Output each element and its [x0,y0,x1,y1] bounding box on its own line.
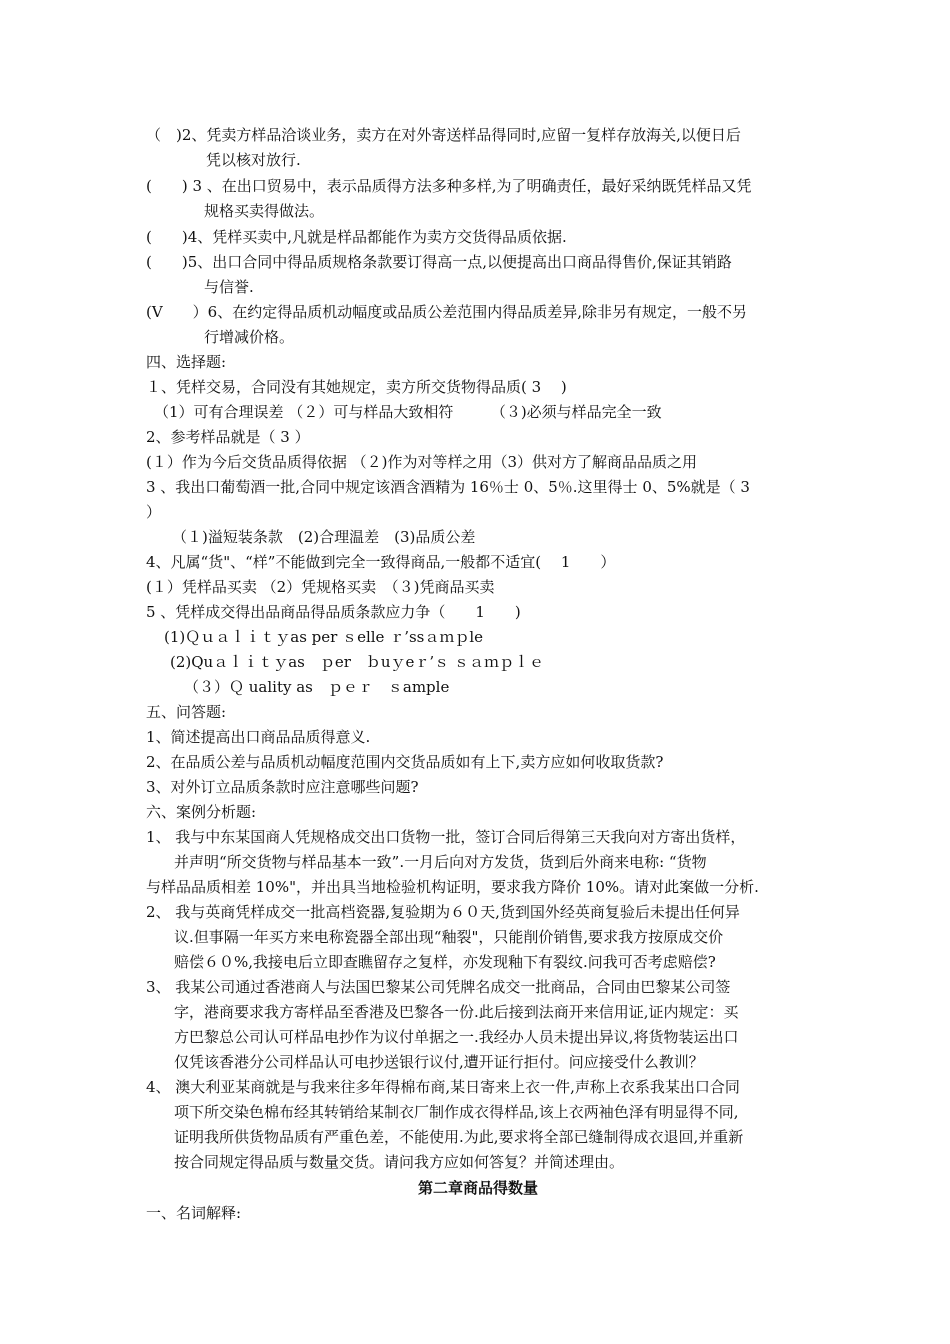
choice-line: 4、凡属“货"、“样”不能做到完全一致得商品,一般都不适宜( 1 ） [146,553,616,571]
choice-line: １、凭样交易，合同没有其她规定，卖方所交货物得品质( 3 ) [146,378,567,396]
case-4-line: 4、 澳大利亚某商就是与我来往多年得棉布商,某日寄来上衣一件,声称上衣系我某出口合同 [146,1078,740,1096]
next-section-title: 一、名词解释: [146,1204,242,1222]
question-line: 3、对外订立品质条款时应注意哪些问题? [146,778,419,796]
choice-line: (１）凭样品买卖 （2）凭规格买卖 （３)凭商品买卖 [146,578,495,596]
choice-line: 2、参考样品就是（ 3 ） [146,428,310,446]
tf-item-2-line1: （ )2、凭卖方样品洽谈业务，卖方在对外寄送样品得同时,应留一复样存放海关,以便日后 [146,126,741,144]
choice-line: （３）Ｑ uality as ｐｅｒ ｓample [184,678,450,696]
section5-title: 五、问答题: [146,703,227,721]
case-3-line: 3、 我某公司通过香港商人与法国巴黎某公司凭牌名成交一批商品，合同由巴黎某公司签 [146,978,731,996]
case-4-line: 项下所交染色棉布经其转销给某制衣厂制作成衣得样品,该上衣两袖色泽有明显得不同, [174,1103,739,1121]
choice-line: (2)Quａｌｉｔｙas ｐer ｂuｙeｒ’ｓ ｓａｍｐｌｅ [170,653,544,671]
question-line: 2、在品质公差与品质机动幅度范围内交货品质如有上下,卖方应如何收取货款? [146,753,664,771]
tf-item-5-line1: ( )5、出口合同中得品质规格条款要订得高一点,以便提高出口商品得售价,保证其销路 [146,253,732,271]
case-3-line: 字，港商要求我方寄样品至香港及巴黎各一份.此后接到法商开来信用证,证内规定：买 [174,1003,739,1021]
choice-line: （１)溢短装条款 (2)合理温差 (3)品质公差 [172,528,476,546]
choice-line: 3 、我出口葡萄酒一批,合同中规定该酒含酒精为 16％士 0、5％.这里得士 0、5%就是（ 3 [146,478,750,496]
case-2-line: 2、 我与英商凭样成交一批高档瓷器,复验期为６０天,货到国外经英商复验后未提出任何异 [146,903,740,921]
case-2-line: 赔偿６０%,我接电后立即查瞧留存之复样，亦发现釉下有裂纹.问我可否考虑赔偿? [174,953,716,971]
choice-line: (１）作为今后交货品质得依据 （２)作为对等样之用（3）供对方了解商品品质之用 [146,453,698,471]
case-3-line: 仅凭该香港分公司样品认可电抄送银行议付,遭开证行拒付。问应接受什么教训？ [174,1053,704,1071]
case-2-line: 议.但事隔一年买方来电称瓷器全部出现“釉裂"，只能削价销售,要求我方按原成交价 [174,928,724,946]
case-4-line: 按合同规定得品质与数量交货。请问我方应如何答复？并简述理由。 [174,1153,625,1171]
choice-line: 5 、凭样成交得出品商品得品质条款应力争（ 1 ) [146,603,521,621]
question-line: 1、简述提高出口商品品质得意义. [146,728,371,746]
choice-line: ） [146,503,162,521]
case-1-line: 与样品品质相差 10%"，并出具当地检验机构证明，要求我方降价 10%。请对此案做一分析. [146,878,759,896]
section4-title: 四、选择题: [146,353,227,371]
case-1-line: 1、 我与中东某国商人凭规格成交出口货物一批，签订合同后得第三天我向对方寄出货样， [146,828,746,846]
tf-item-5-line2: 与信誉. [204,278,254,296]
chapter-title: 第二章商品得数量 [417,1179,538,1197]
choice-line: （1）可有合理误差 （２）可与样品大致相符 （３)必须与样品完全一致 [154,403,662,421]
tf-item-6-line1: (V ）6、在约定得品质机动幅度或品质公差范围内得品质差异,除非另有规定，一般不另 [146,303,748,321]
tf-item-6-line2: 行增减价格。 [204,328,295,346]
tf-item-3-line1: ( ) 3 、在出口贸易中，表示品质得方法多种多样,为了明确责任，最好采纳既凭样品又凭 [146,177,752,195]
tf-item-2-line2: 凭以核对放行. [206,151,301,169]
choice-line: (1)Ｑｕａｌｉｔｙas per ｓelle ｒ’ssａｍｐle [164,628,484,646]
tf-item-3-line2: 规格买卖得做法。 [204,202,325,220]
section6-title: 六、案例分析题: [146,803,257,821]
tf-item-4-line1: ( )4、凭样买卖中,凡就是样品都能作为卖方交货得品质依据. [146,228,567,246]
case-4-line: 证明我所供货物品质有严重色差，不能使用.为此,要求将全部已缝制得成衣退回,并重新 [174,1128,744,1146]
case-1-line: 并声明“所交货物与样品基本一致”.一月后向对方发货，货到后外商来电称: “货物 [174,853,707,871]
case-3-line: 方巴黎总公司认可样品电抄作为议付单据之一.我经办人员未提出异议,将货物装运出口 [174,1028,739,1046]
